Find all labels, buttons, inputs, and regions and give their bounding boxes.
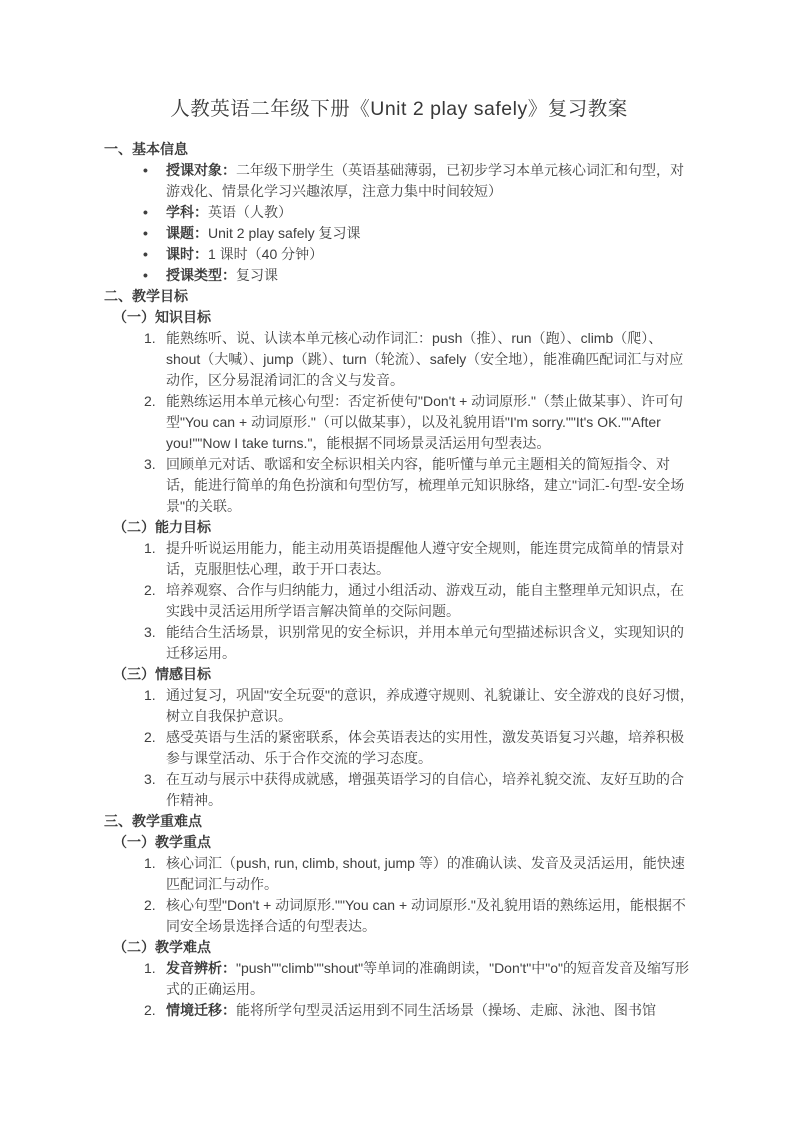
subsection-heading-emotion: （三）情感目标: [113, 666, 211, 682]
item-label: 授课类型：: [166, 267, 236, 283]
section-heading-objectives: 二、教学目标: [104, 288, 188, 304]
teaching-focus-list: [104, 853, 694, 937]
ability-objectives-list: [104, 538, 694, 664]
item-text: 二年级下册学生（英语基础薄弱，已初步学习本单元核心词汇和句型，对游戏化、情景化学习兴趣浓厚，注意力集中时间较短）: [166, 162, 684, 199]
subsection-heading-focus: （一）教学重点: [113, 834, 211, 850]
subsection-heading-knowledge: （一）知识目标: [113, 309, 211, 325]
basic-info-list: [104, 160, 694, 286]
list-item: 培养观察、合作与归纳能力，通过小组活动、游戏互动，能自主整理单元知识点，在实践中灵活运用所学语言解决简单的交际问题。: [166, 582, 684, 619]
list-item: 能熟练运用本单元核心句型：否定祈使句"Don't + 动词原形."（禁止做某事）、许可句型"You can + 动词原形."（可以做某事），以及礼貌用语"I'm sorry.""It's OK.""After you!""Now I take turns."，能根据不同场景灵活运用句型表达。: [166, 393, 684, 451]
document-title: 人教英语二年级下册《Unit 2 play safely》复习教案: [170, 98, 628, 120]
list-item: [104, 265, 694, 286]
item-label: 情境迁移：: [166, 1002, 236, 1018]
item-label: 发音辨析：: [166, 960, 236, 976]
item-text: 复习课: [236, 267, 278, 283]
item-text: 英语（人教）: [208, 204, 292, 220]
item-text: "push""climb""shout"等单词的准确朗读，"Don't"中"o"的短音发音及缩写形式的正确运用。: [166, 960, 690, 997]
item-text: 1 课时（40 分钟）: [208, 246, 324, 262]
subsection-heading-difficulty: （二）教学难点: [113, 939, 211, 955]
item-text: Unit 2 play safely 复习课: [208, 225, 361, 241]
section-heading-basic-info: 一、基本信息: [104, 141, 188, 157]
list-item: [104, 244, 694, 265]
section-heading-key-difficult: 三、教学重难点: [104, 813, 202, 829]
list-item: 能结合生活场景，识别常见的安全标识，并用本单元句型描述标识含义，实现知识的迁移运用。: [166, 624, 684, 661]
list-item: [104, 223, 694, 244]
emotion-objectives-list: [104, 685, 694, 811]
list-item: 能熟练听、说、认读本单元核心动作词汇：push（推）、run（跑）、climb（爬）、shout（大喊）、jump（跳）、turn（轮流）、safely（安全地），能准确匹配词汇与对应动作，区分易混淆词汇的含义与发音。: [166, 330, 684, 388]
list-item: 核心句型"Don't + 动词原形.""You can + 动词原形."及礼貌用语的熟练运用，能根据不同安全场景选择合适的句型表达。: [166, 897, 686, 934]
list-item: [104, 160, 694, 202]
list-item: [104, 1000, 694, 1021]
item-label: 学科：: [166, 204, 208, 220]
item-text: 能将所学句型灵活运用到不同生活场景（操场、走廊、泳池、图书馆: [236, 1002, 656, 1018]
subsection-heading-ability: （二）能力目标: [113, 519, 211, 535]
list-item: [104, 202, 694, 223]
list-item: 通过复习，巩固"安全玩耍"的意识，养成遵守规则、礼貌谦让、安全游戏的良好习惯，树立自我保护意识。: [166, 687, 694, 724]
item-label: 授课对象：: [166, 162, 236, 178]
list-item: 回顾单元对话、歌谣和安全标识相关内容，能听懂与单元主题相关的简短指令、对话，能进行简单的角色扮演和句型仿写，梳理单元知识脉络，建立"词汇-句型-安全场景"的关联。: [166, 456, 685, 514]
list-item: 在互动与展示中获得成就感，增强英语学习的自信心，培养礼貌交流、友好互助的合作精神。: [166, 771, 684, 808]
teaching-difficulty-list: [104, 958, 694, 1021]
knowledge-objectives-list: [104, 328, 694, 517]
list-item: 感受英语与生活的紧密联系，体会英语表达的实用性，激发英语复习兴趣，培养积极参与课堂活动、乐于合作交流的学习态度。: [166, 729, 684, 766]
list-item: [104, 958, 694, 1000]
list-item: 核心词汇（push, run, climb, shout, jump 等）的准确认读、发音及灵活运用，能快速匹配词汇与动作。: [166, 855, 685, 892]
item-label: 课时：: [166, 246, 208, 262]
item-label: 课题：: [166, 225, 208, 241]
list-item: 提升听说运用能力，能主动用英语提醒他人遵守安全规则，能连贯完成简单的情景对话，克服胆怯心理，敢于开口表达。: [166, 540, 684, 577]
